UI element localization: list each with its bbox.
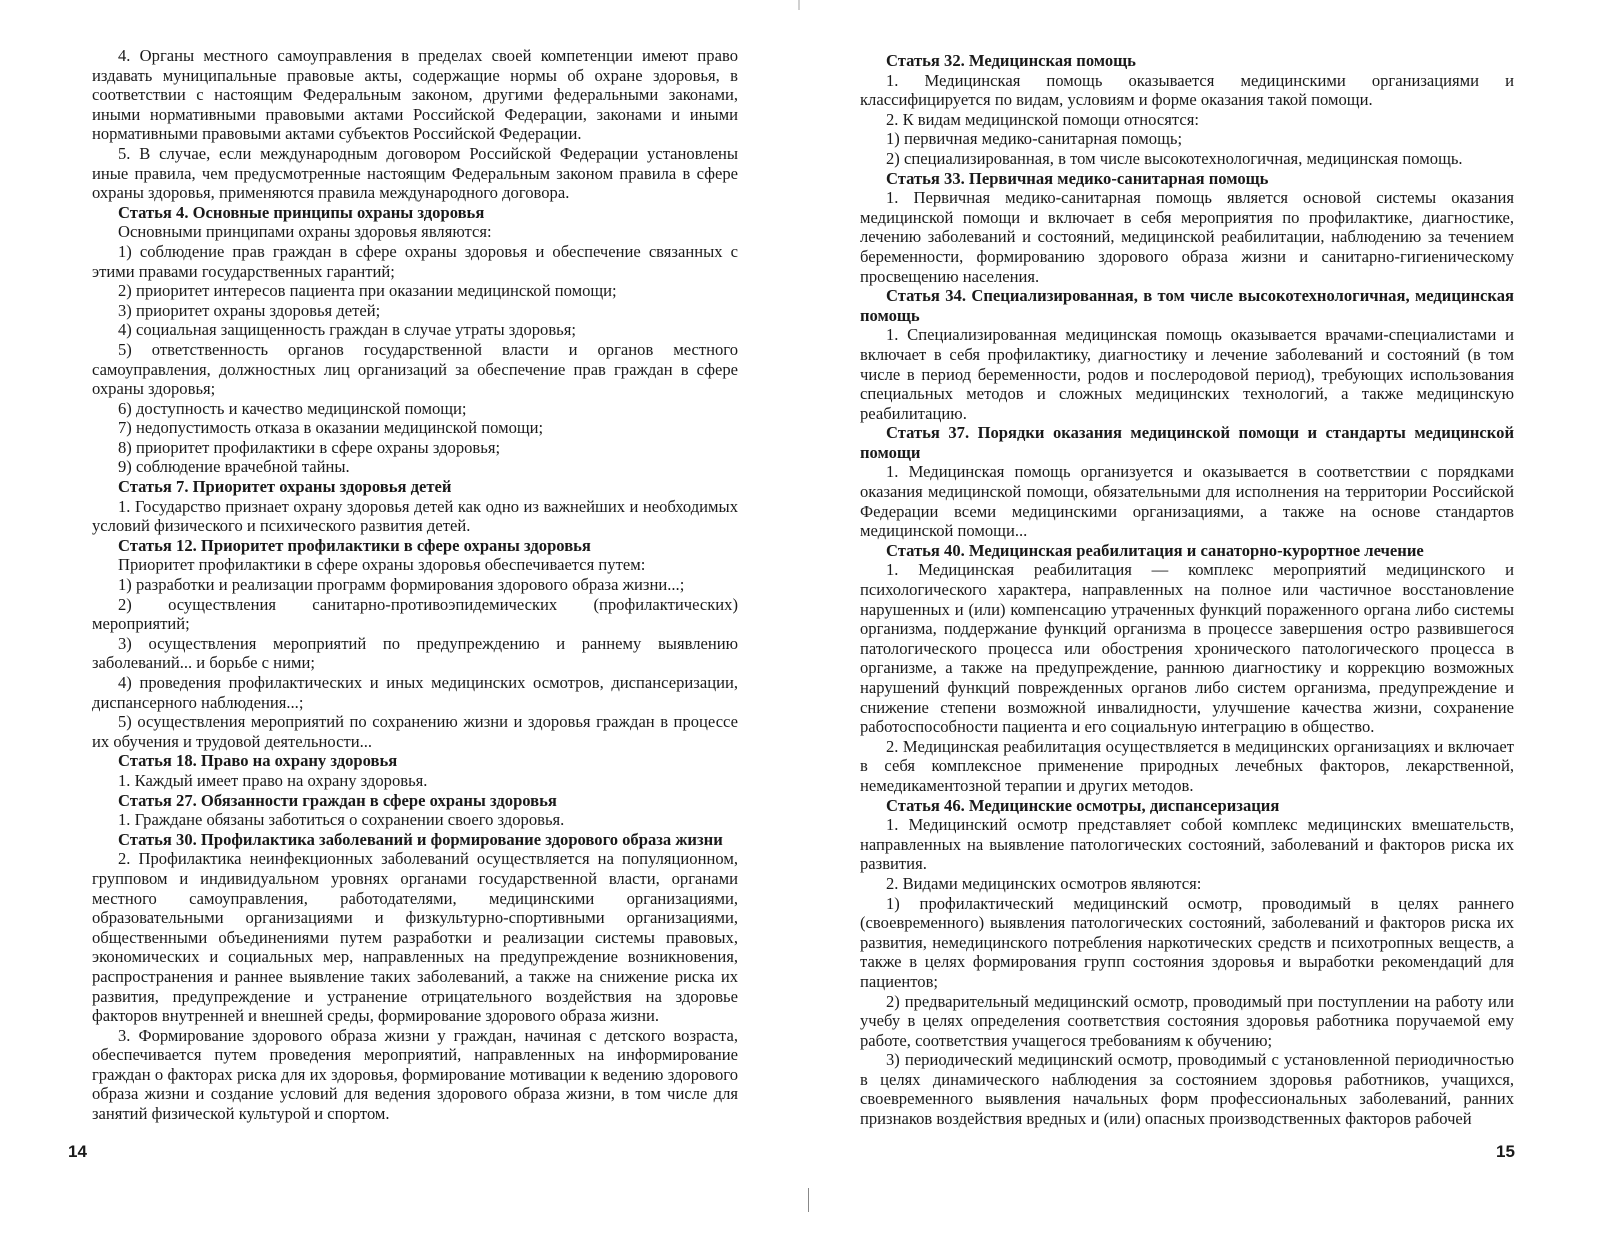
article-heading: Статья 32. Медицинская помощь <box>886 51 1136 70</box>
article-heading: Статья 12. Приоритет профилактики в сфере охраны здоровья <box>118 535 591 555</box>
paragraph: 1. Медицинская помощь организуется и оказывается в соответствии с порядками оказания медицинской помощи, обязательными для исполнения на территории Российской Федерации всеми медицинскими организациями, а также на основе стандартов медицинской помощи... <box>860 462 1514 541</box>
paragraph: 5. В случае, если международным договором Российской Федерации установлены иные правила, чем предусмотренные настоящим Федеральным законом правила в сфере охраны здоровья, применяются правила международного договора. <box>92 143 738 203</box>
paragraph: 1. Государство признает охрану здоровья детей как одно из важнейших и необходимых условий физического и психического развития детей. <box>92 496 738 536</box>
paragraph: 5) осуществления мероприятий по сохранению жизни и здоровья граждан в процессе их обучения и трудовой деятельности... <box>92 712 738 751</box>
paragraph: 2. Видами медицинских осмотров являются: <box>886 873 1202 893</box>
paragraph: 1. Медицинский осмотр представляет собой комплекс медицинских вмешательств, направленных на выявление патологических состояний, заболеваний и факторов риска их развития. <box>860 815 1514 874</box>
paragraph: 1) первичная медико-санитарная помощь; <box>886 129 1183 149</box>
paragraph: 1) разработки и реализации программ формирования здорового образа жизни...; <box>118 575 685 595</box>
paragraph: 2. Профилактика неинфекционных заболеваний осуществляется на популяционном, групповом и индивидуальном уровнях органами государственной власти, органами местного самоуправления, работодателями, медицинскими организациями, образовательными организациями и физкультурно-спортивными организациями, общественными объединениями путем разработки и реализации системы правовых, экономических и социальных мер, направленных на предупреждение возникновения, распространения и раннее выявление таких заболеваний, а также на снижение риска их развития, предупреждение и устранение отрицательного воздействия на здоровье факторов внутренней и внешней среды, формирование здорового образа жизни. <box>92 849 738 1026</box>
paragraph: 2) специализированная, в том числе высокотехнологичная, медицинская помощь. <box>886 148 1463 168</box>
paragraph: 2) приоритет интересов пациента при оказании медицинской помощи; <box>118 281 617 301</box>
paragraph: 2. К видам медицинской помощи относятся: <box>886 109 1199 129</box>
left-page-text <box>92 46 738 1124</box>
paragraph: 6) доступность и качество медицинской помощи; <box>118 398 467 418</box>
paragraph: 3) осуществления мероприятий по предупреждению и раннему выявлению заболеваний... и борьбе с ними; <box>92 633 738 673</box>
paragraph: 2. Медицинская реабилитация осуществляется в медицинских организациях и включает в себя комплексное применение природных лечебных факторов, лекарственной, немедикаментозной терапии и других методов. <box>860 736 1514 795</box>
article-heading: Статья 30. Профилактика заболеваний и формирование здорового образа жизни <box>118 829 723 849</box>
paragraph: 1. Медицинская помощь оказывается медицинскими организациями и классифицируется по видам, условиям и форме оказания такой помощи. <box>860 70 1514 110</box>
paragraph: 1. Каждый имеет право на охрану здоровья. <box>118 770 428 790</box>
paragraph: 3) периодический медицинский осмотр, проводимый с установленной периодичностью в целях динамического наблюдения за состоянием здоровья работников, учащихся, своевременного выявления начальных форм профессиональных заболеваний, ранних признаков воздействия вредных и (или) опасных производственных факторов рабочей <box>860 1050 1514 1129</box>
paragraph: 7) недопустимость отказа в оказании медицинской помощи; <box>118 418 544 438</box>
article-heading: Статья 27. Обязанности граждан в сфере охраны здоровья <box>118 790 557 810</box>
page-number: 14 <box>68 1142 87 1161</box>
article-heading: Статья 34. Специализированная, в том числе высокотехнологичная, медицинская помощь <box>860 286 1514 325</box>
paragraph: 1) соблюдение прав граждан в сфере охраны здоровья и обеспечение связанных с этими правами государственных гарантий; <box>92 241 738 281</box>
paragraph: 4) проведения профилактических и иных медицинских осмотров, диспансеризации, диспансерного наблюдения...; <box>92 673 738 712</box>
right-page <box>800 0 1600 1238</box>
paragraph: 8) приоритет профилактики в сфере охраны здоровья; <box>118 437 501 457</box>
article-heading: Статья 4. Основные принципы охраны здоровья <box>118 202 485 222</box>
paragraph: Основными принципами охраны здоровья являются: <box>118 222 492 242</box>
article-heading: Статья 46. Медицинские осмотры, диспансеризация <box>886 795 1280 815</box>
paragraph: 1. Граждане обязаны заботиться о сохранении своего здоровья. <box>118 810 565 830</box>
paragraph: 4. Органы местного самоуправления в пределах своей компетенции имеют право издавать муниципальные правовые акты, содержащие нормы об охране здоровья, в соответствии с настоящим Федеральным законом, другими федеральными законами, иными нормативными правовыми актами Российской Федерации, законами и иными нормативными правовыми актами субъектов Российской Федерации. <box>92 46 738 144</box>
paragraph: 2) осуществления санитарно-противоэпидемических (профилактических) мероприятий; <box>92 594 738 634</box>
paragraph: 3. Формирование здорового образа жизни у граждан, начиная с детского возраста, обеспечивается путем проведения мероприятий, направленных на информирование граждан о факторах риска для их здоровья, формирование мотивации к ведению здорового образа жизни и создание условий для ведения здорового образа жизни, в том числе для занятий физической культурой и спортом. <box>92 1025 738 1124</box>
article-heading: Статья 18. Право на охрану здоровья <box>118 751 398 771</box>
paragraph: 5) ответственность органов государственной власти и органов местного самоуправления, должностных лиц организаций за обеспечение прав граждан в сфере охраны здоровья; <box>92 339 738 399</box>
paragraph: 9) соблюдение врачебной тайны. <box>118 457 350 477</box>
article-heading: Статья 7. Приоритет охраны здоровья детей <box>118 477 452 497</box>
paragraph: 1. Специализированная медицинская помощь оказывается врачами-специалистами и включает в себя профилактику, диагностику и лечение заболеваний и состояний (в том числе в период беременности, родов и послеродовой период), требующих использования специальных методов и сложных медицинских технологий, а также медицинскую реабилитацию. <box>860 325 1514 423</box>
paragraph: 4) социальная защищенность граждан в случае утраты здоровья; <box>118 320 576 340</box>
article-heading: Статья 37. Порядки оказания медицинской помощи и стандарты медицинской помощи <box>860 423 1514 462</box>
article-heading: Статья 33. Первичная медико-санитарная помощь <box>886 168 1269 188</box>
paragraph: 3) приоритет охраны здоровья детей; <box>118 300 381 320</box>
page-number: 15 <box>1496 1142 1515 1161</box>
article-heading: Статья 40. Медицинская реабилитация и санаторно-курортное лечение <box>886 540 1424 560</box>
paragraph: 2) предварительный медицинский осмотр, проводимый при поступлении на работу или учебу в целях определения соответствия состояния здоровья работника поручаемой ему работе, соответствия учащегося требованиям к обучению; <box>860 991 1514 1050</box>
paragraph: 1. Медицинская реабилитация — комплекс мероприятий медицинского и психологического характера, направленных на полное или частичное восстановление нарушенных и (или) компенсацию утраченных функций пораженного органа либо системы организма, поддержание функций организма в процессе завершения остро развившегося патологического процесса или обострения хронического патологического процесса в организме, а также на предупреждение, раннюю диагностику и коррекцию возможных нарушений функций поврежденных органов либо систем организма, предупреждение и снижение степени возможной инвалидности, улучшение качества жизни, сохранение работоспособности пациента и его социальную интеграцию в общество. <box>860 560 1514 737</box>
right-page-text <box>860 51 1514 1129</box>
paragraph: 1. Первичная медико-санитарная помощь является основой системы оказания медицинской помощи и включает в себя мероприятия по профилактике, диагностике, лечению заболеваний и состояний, медицинской реабилитации, наблюдению за течением беременности, формированию здорового образа жизни и санитарно-гигиеническому просвещению населения. <box>860 188 1514 286</box>
paragraph: 1) профилактический медицинский осмотр, проводимый в целях раннего (своевременного) выявления патологических состояний, заболеваний и факторов риска их развития, немедицинского потребления наркотических средств и психотропных веществ, а также в целях формирования групп состояния здоровья и выработки рекомендаций для пациентов; <box>860 893 1514 991</box>
paragraph: Приоритет профилактики в сфере охраны здоровья обеспечивается путем: <box>118 555 646 575</box>
